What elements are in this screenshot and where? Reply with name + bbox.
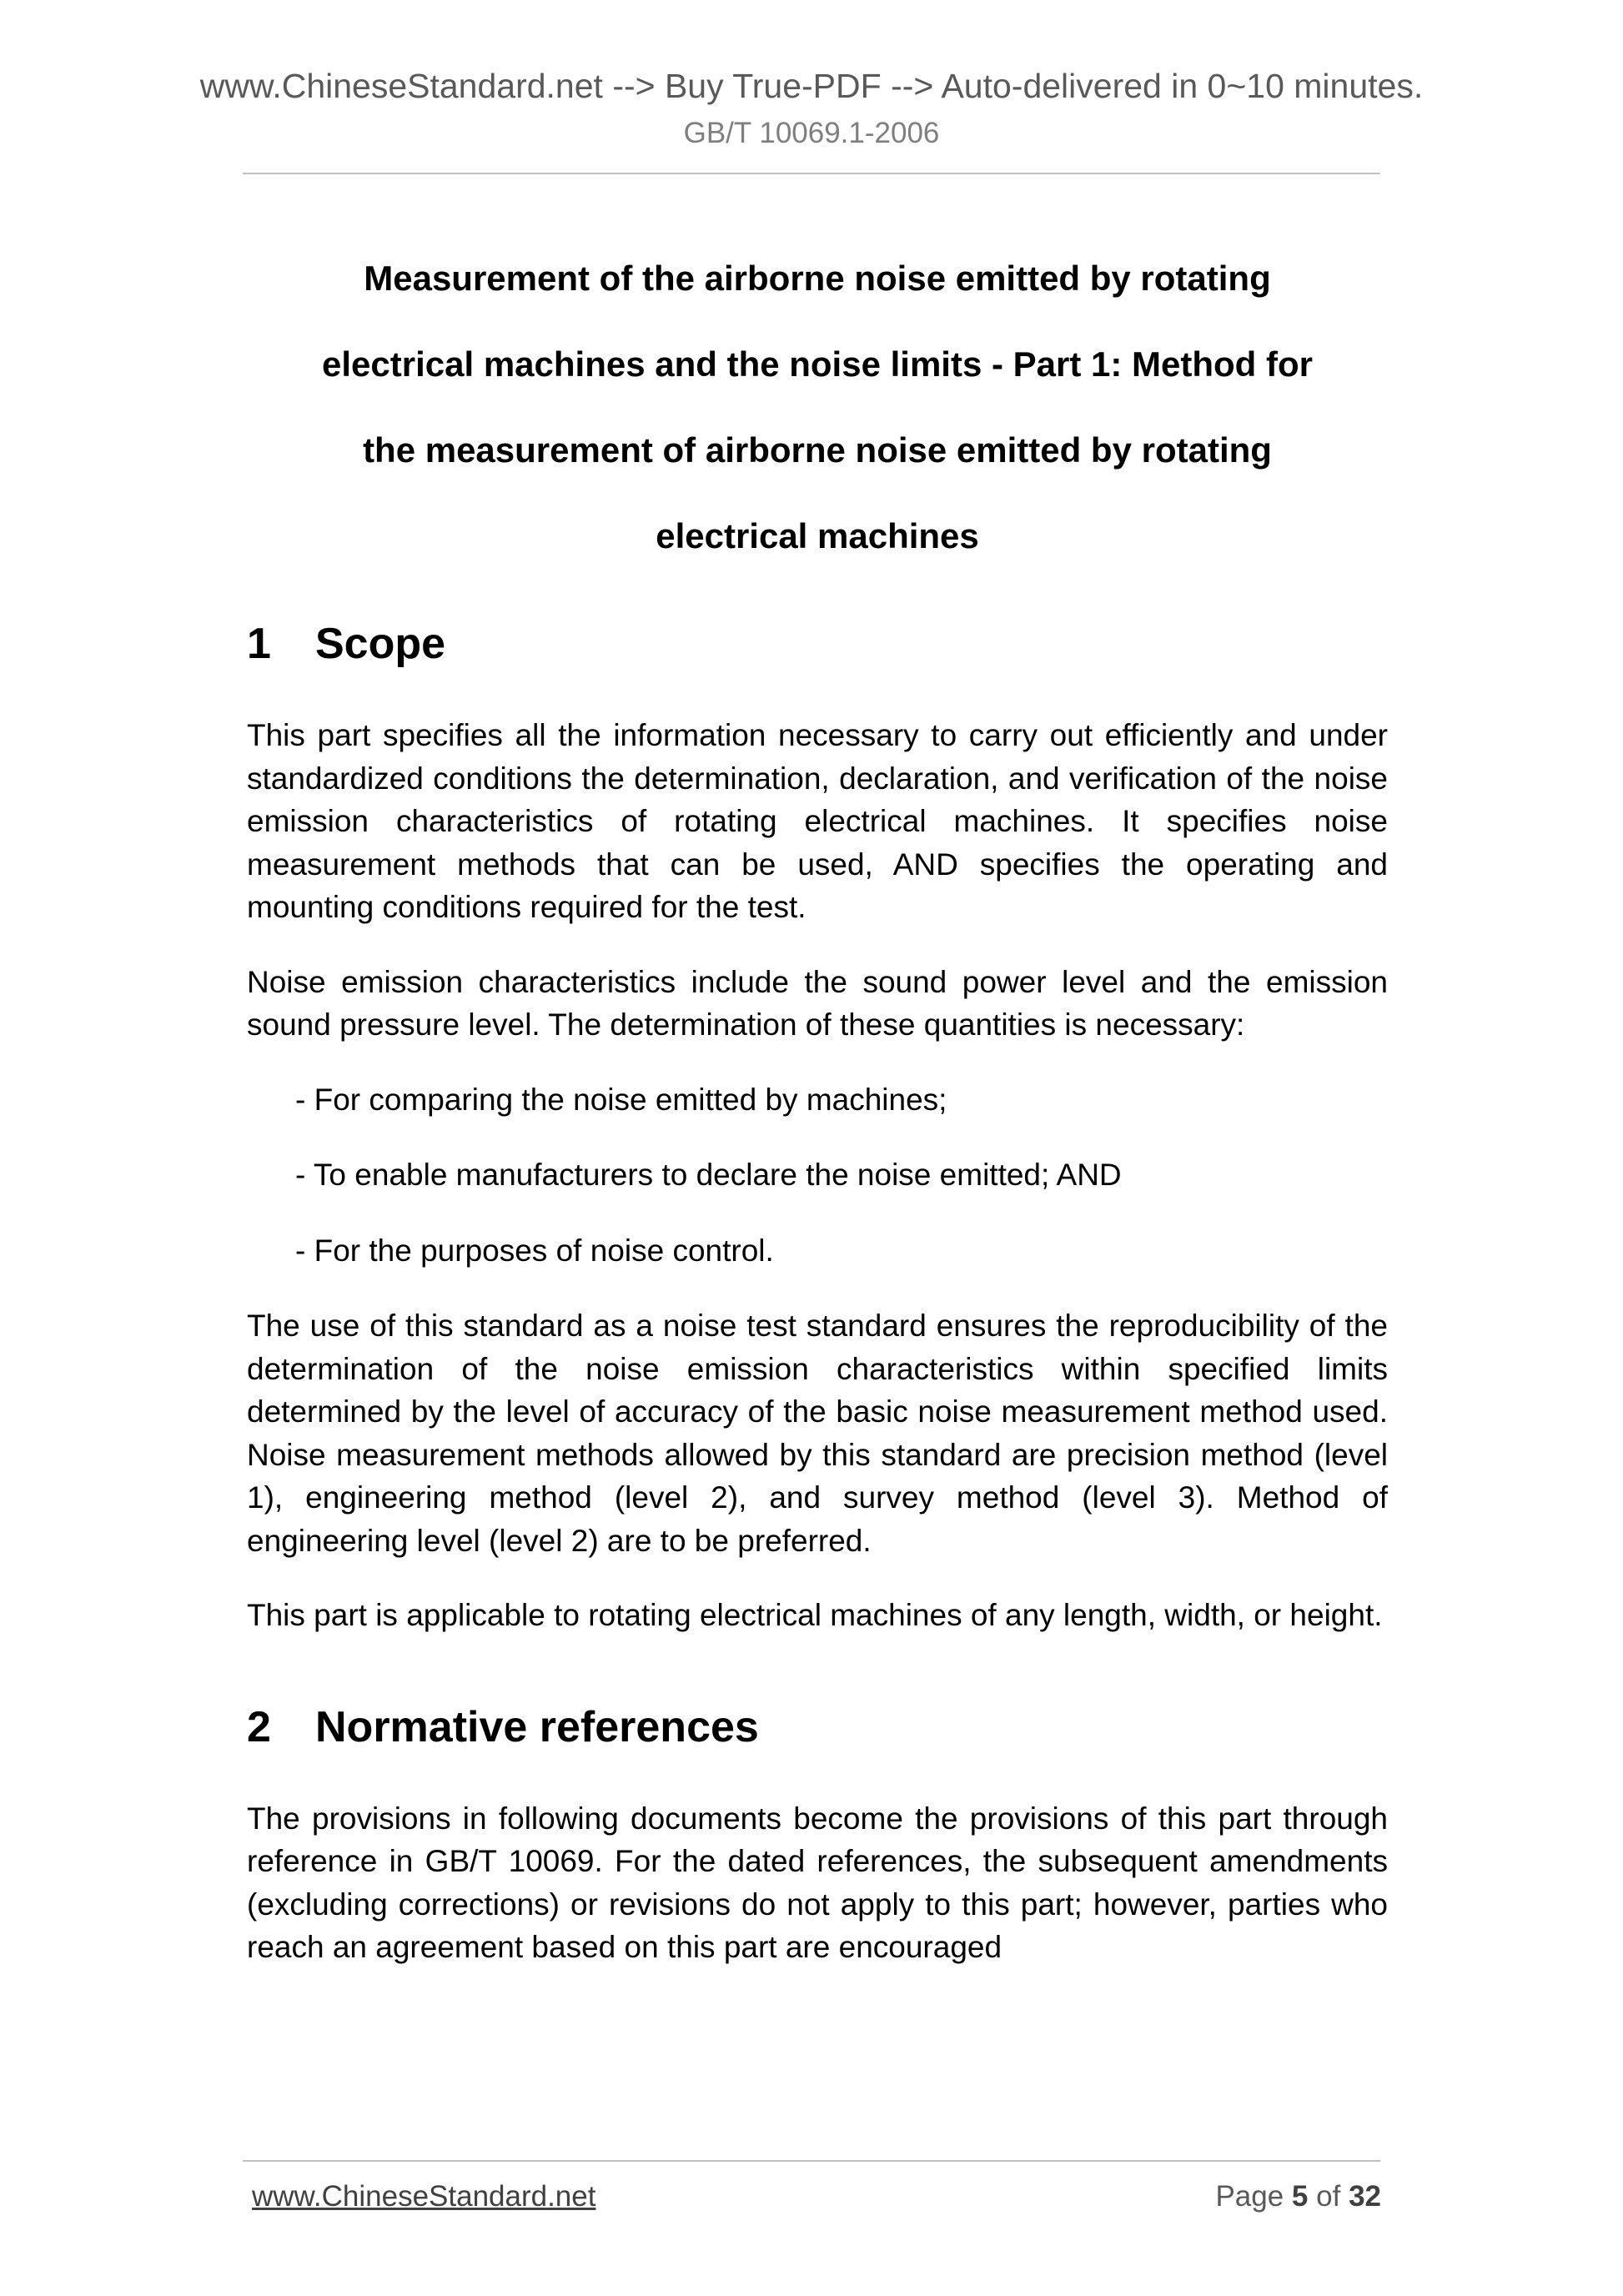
- page-indicator: [1215, 2178, 1381, 2215]
- document-body: [247, 235, 1388, 1969]
- section-number: 1: [247, 620, 271, 668]
- title-line: Measurement of the airborne noise emitted by rotating: [364, 259, 1271, 298]
- paragraph: Noise emission characteristics include the sound power level and the emission sound pressure level. The determination of these quantities is necessary:: [247, 964, 1388, 1042]
- paragraph: This part specifies all the information necessary to carry out efficiently and under standardized conditions the determination, declaration, and verification of the noise emission characteristics of rotating electrical machines. It specifies noise measurement methods that can be used, AND specifies the operating and mounting conditions required for the test.: [247, 718, 1388, 924]
- section-heading-scope: [247, 619, 1388, 669]
- current-page-number: 5: [1291, 2180, 1309, 2213]
- section-title: Scope: [315, 620, 446, 668]
- section-title: Normative references: [315, 1702, 759, 1751]
- header-divider: [243, 173, 1380, 174]
- title-line: electrical machines and the noise limits - Part 1: Method for: [322, 344, 1313, 384]
- paragraph: The provisions in following documents become the provisions of this part through reference in GB/T 10069. For the dated references, the subsequent amendments (excluding corrections) or revisions do not apply to this part; however, parties who reach an agreement based on this part are encouraged: [247, 1801, 1388, 1964]
- list-item: - For comparing the noise emitted by machines;: [295, 1082, 947, 1117]
- section-number: 2: [247, 1702, 271, 1751]
- list-item: - To enable manufacturers to declare the noise emitted; AND: [295, 1158, 1122, 1192]
- list-item: - For the purposes of noise control.: [295, 1233, 774, 1268]
- section-heading-normative-references: [247, 1702, 1388, 1752]
- header-standard-code: GB/T 10069.1-2006: [683, 117, 940, 149]
- footer-divider: [243, 2160, 1380, 2162]
- title-line: electrical machines: [656, 516, 979, 555]
- total-pages: 32: [1349, 2180, 1381, 2213]
- of-word: of: [1316, 2180, 1341, 2213]
- header-promo-line: www.ChineseStandard.net --> Buy True-PDF --> Auto-delivered in 0~10 minutes.: [199, 67, 1424, 105]
- paragraph: This part is applicable to rotating electrical machines of any length, width, or height.: [247, 1598, 1383, 1632]
- footer-website-link[interactable]: www.ChineseStandard.net: [252, 2180, 596, 2213]
- document-title: [247, 235, 1388, 579]
- paragraph: The use of this standard as a noise test standard ensures the reproducibility of the determination of the noise emission characteristics within specified limits determined by the level of accuracy of the basic noise measurement method used. Noise measurement methods allowed by this standard are precision method (level 1), engineering method (level 2), and survey method (level 3). Method of engineering level (level 2) are to be preferred.: [247, 1309, 1388, 1558]
- title-line: the measurement of airborne noise emitted by rotating: [363, 430, 1272, 470]
- page-word: Page: [1215, 2180, 1284, 2213]
